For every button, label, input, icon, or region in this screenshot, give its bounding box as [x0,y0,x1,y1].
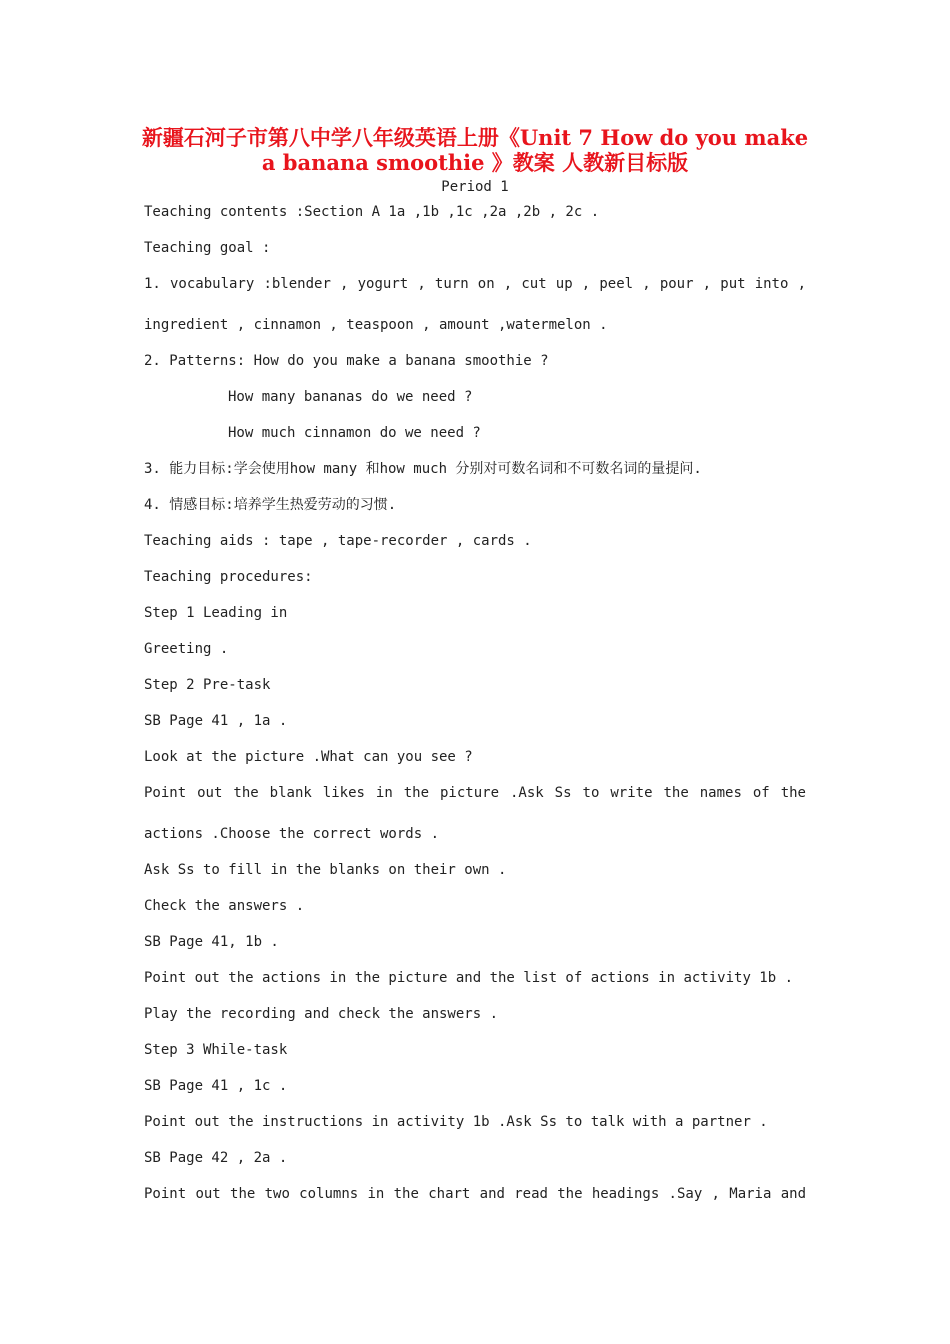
step-3-heading: Step 3 While-task [144,1042,288,1058]
goal-3-ability: 3. 能力目标:学会使用how many 和how much 分别对可数名词和不可数名词的量提问. [144,461,702,477]
greeting-text: Greeting . [144,641,229,657]
point-out-instructions: Point out the instructions in activity 1b .Ask Ss to talk with a partner . [144,1114,768,1130]
look-at-picture: Look at the picture .What can you see ? [144,749,473,765]
teaching-aids: Teaching aids : tape , tape-recorder , cards . [144,533,532,549]
teaching-procedures-heading: Teaching procedures: [144,569,313,585]
pattern-how-much: How much cinnamon do we need ? [228,425,481,441]
point-out-blank-lines: Point out the blank likes in the picture .Ask Ss to write the names of the [144,785,806,801]
period-label: Period 1 [441,179,509,195]
document-title-line-2: a banana smoothie 》教案 人教新目标版 [261,150,689,175]
teaching-goal-heading: Teaching goal : [144,240,271,256]
teaching-contents: Teaching contents :Section A 1a ,1b ,1c ,2a ,2b , 2c . [144,204,600,220]
check-answers: Check the answers . [144,898,305,914]
pattern-how-many: How many bananas do we need ? [228,389,473,405]
step-1-heading: Step 1 Leading in [144,605,288,621]
point-out-actions: Point out the actions in the picture and the list of actions in activity 1b . [144,970,794,986]
sb-page-41-1b: SB Page 41, 1b . [144,934,279,950]
goal-4-emotion: 4. 情感目标:培养学生热爱劳动的习惯. [144,497,397,513]
goal-1-vocabulary-cont: ingredient , cinnamon , teaspoon , amount ,watermelon . [144,317,608,333]
actions-choose-words: actions .Choose the correct words . [144,826,440,842]
sb-page-41-1c: SB Page 41 , 1c . [144,1078,288,1094]
point-out-two-columns: Point out the two columns in the chart and read the headings .Say , Maria and [144,1186,806,1202]
play-recording: Play the recording and check the answers . [144,1006,499,1022]
document-title-line-1: 新疆石河子市第八中学八年级英语上册《Unit 7 How do you make [141,125,809,150]
goal-1-vocabulary: 1. vocabulary :blender , yogurt , turn on , cut up , peel , pour , put into , [144,276,806,292]
sb-page-41-1a: SB Page 41 , 1a . [144,713,288,729]
sb-page-42-2a: SB Page 42 , 2a . [144,1150,288,1166]
fill-in-blanks: Ask Ss to fill in the blanks on their own . [144,862,507,878]
step-2-heading: Step 2 Pre-task [144,677,271,693]
goal-2-patterns: 2. Patterns: How do you make a banana smoothie ? [144,353,549,369]
